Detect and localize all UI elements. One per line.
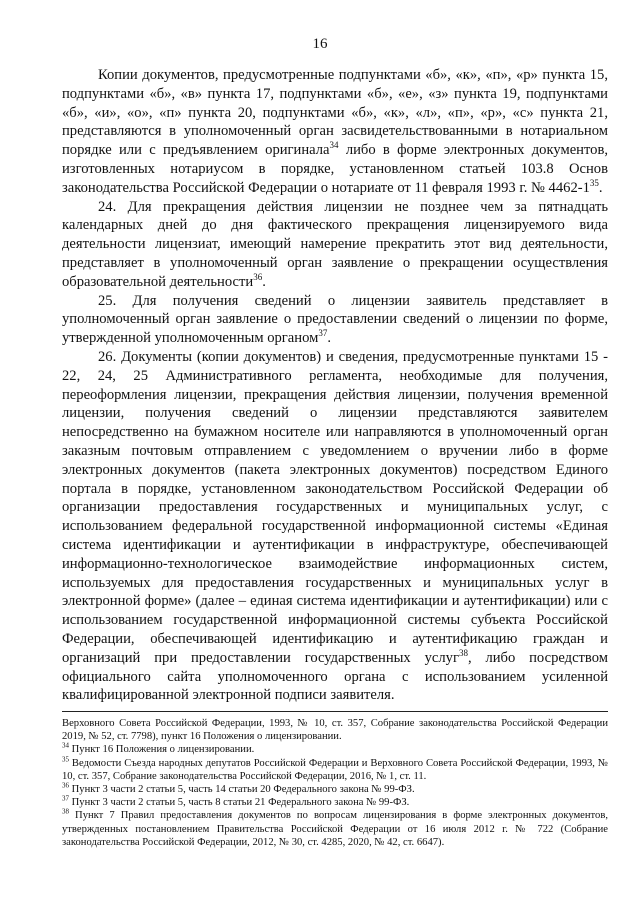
- main-text: [62, 66, 608, 705]
- paragraph: [62, 292, 608, 348]
- paragraph-text: либо в форме электронных документов, изготовленных нотариусом в порядке, установленном статьей 103.8 Основ законодательства Российской Федерации о нотариате от 11 февраля 1993 г. № 4462-1: [62, 142, 608, 196]
- footnote-marker: 37: [62, 794, 69, 803]
- paragraph-text: 24. Для прекращения действия лицензии не позднее чем за пятнадцать календарных дней до дня фактического прекращения лицензируемого вида деятельности лицензиат, имеющий намерение прекратить этот вид деятельности, представляет в уполномоченный орган заявление о прекращении осуществления образовательной деятельности: [62, 198, 608, 290]
- footnote-text: Пункт 16 Положения о лицензировании.: [69, 744, 255, 756]
- footnote-marker: 38: [62, 807, 69, 816]
- footnote: [62, 757, 608, 783]
- footnote-reference: 38: [458, 647, 468, 658]
- footnotes: [62, 717, 608, 849]
- footnote: [62, 783, 608, 796]
- paragraph: [62, 198, 608, 292]
- paragraph-text: , либо посредством официального сайта уполномоченного органа с использованием усиленной квалифицированной электронной подписи заявителя.: [62, 649, 608, 704]
- paragraph-text: .: [262, 273, 266, 290]
- footnote-marker: 35: [62, 755, 69, 764]
- paragraph-text: 25. Для получения сведений о лицензии заявитель представляет в уполномоченный орган заявление о предоставлении сведений о лицензии по форме, утвержденной уполномоченным органом: [62, 292, 608, 347]
- footnote-marker: 36: [62, 781, 69, 790]
- page-number: 16: [312, 36, 328, 52]
- footnote-text: Пункт 3 части 2 статьи 5, часть 14 статьи 20 Федерального закона № 99-ФЗ.: [69, 784, 415, 796]
- footnote-text: Верховного Совета Российской Федерации, 1993, № 10, ст. 357, Собрание законодательства Российской Федерации 2019, № 52, ст. 7798), пункт 16 Положения о лицензировании.: [62, 718, 608, 743]
- footnote: [62, 796, 608, 809]
- paragraph-text: .: [327, 330, 331, 347]
- footnote-marker: 34: [62, 741, 69, 750]
- footnote: [62, 743, 608, 756]
- paragraph-text: 26. Документы (копии документов) и сведения, предусмотренные пунктами 15 - 22, 24, 25 Административного регламента, необходимые для получения, переоформления лицензии, прекращения действия лицензии, получения временной лицензии, получения сведений о лицензии представляются заявителем непосредственно на бумажном носителе или направляются в уполномоченный орган заказным почтовым отправлением с уведомлением о вручении либо в форме электронных документов (пакета электронных документов) посредством Единого портала в порядке, установленном законодательством Российской Федерации об организации предоставления государственных и муниципальных услуг, с использованием федеральной государственной информационной системы «Единая система идентификации и аутентификации в инфраструктуре, обеспечивающей информационно-технологическое взаимодействие информационных систем, используемых для предоставления государственных и муниципальных услуг в электронной форме» (далее – единая система идентификации и аутентификации) или с использованием государственной информационной системы субъекта Российской Федерации, обеспечивающей идентификацию и аутентификацию граждан и организаций при предоставлении государственных услуг: [62, 348, 608, 666]
- paragraph: [62, 66, 608, 198]
- footnote: [62, 809, 608, 849]
- paragraph-text: .: [598, 179, 603, 196]
- paragraph: [62, 348, 608, 705]
- footnote-text: Пункт 7 Правил предоставления документов по вопросам лицензирования в форме электронных документов, утвержденных постановлением Правительства Российской Федерации от 16 июля 2012 г. № 722 (Собрание законодательства Российской Федерации, 2012, № 30, ст. 4285, 2020, № 42, ст. 6647).: [62, 810, 608, 848]
- footnote-reference: 34: [329, 140, 339, 151]
- footnote-text: Пункт 3 части 2 статьи 5, часть 8 статьи 21 Федерального закона № 99-ФЗ.: [69, 797, 410, 809]
- footnote-reference: 37: [318, 328, 328, 339]
- footnote-reference: 36: [253, 271, 263, 282]
- footnote: [62, 717, 608, 743]
- footnote-divider: [62, 711, 608, 712]
- footnote-text: Ведомости Съезда народных депутатов Российской Федерации и Верховного Совета Российской Федерации, 1993, № 10, ст. 357, Собрание законодательства Российской Федерации, 2016, № 1, ст. 11.: [62, 757, 608, 782]
- footnote-reference: 35: [589, 177, 599, 188]
- paragraph-text: Копии документов, предусмотренные подпунктами «б», «к», «п», «р» пункта 15, подпунктами «б», «в» пункта 17, подпунктами «б», «е», «з» пункта 19, подпунктами «б», «и», «о», «п» пункта 20, подпунктами «б», «к», «л», «п», «р», «с» пункта 21, представляются в уполномоченный орган засвидетельствованными в нотариальном порядке или с предъявлением оригинала: [62, 67, 608, 159]
